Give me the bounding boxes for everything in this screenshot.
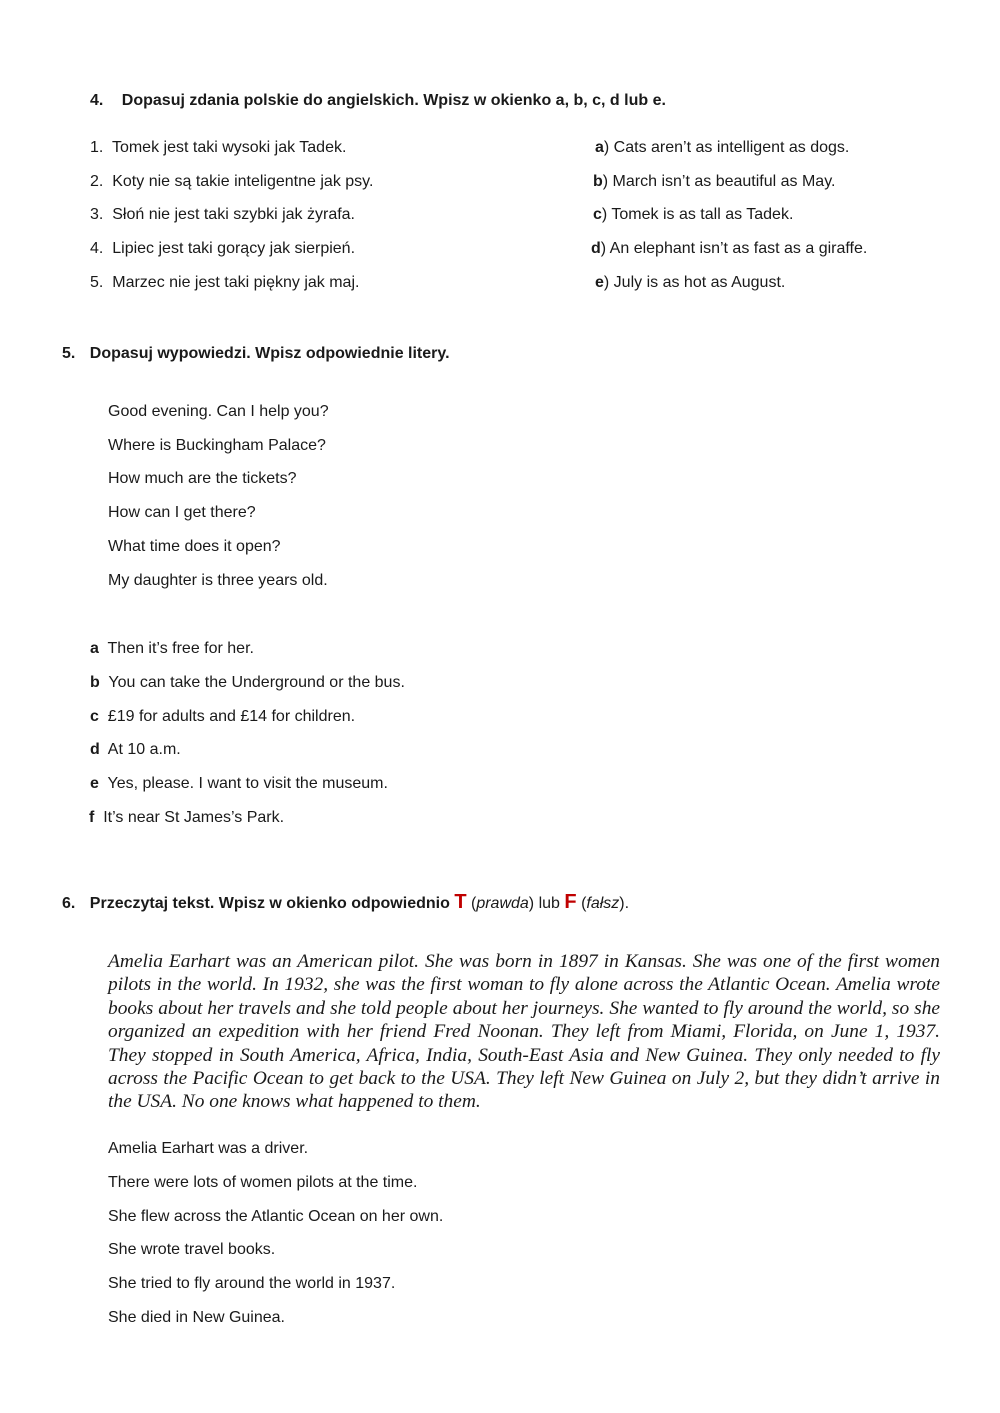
statement-3: She flew across the Atlantic Ocean on her own.	[108, 1208, 444, 1225]
question-6: My daughter is three years old.	[108, 572, 328, 589]
english-sentence-b: b) March isn’t as beautiful as May.	[593, 173, 836, 190]
question-5: What time does it open?	[108, 538, 281, 555]
exercise-4-instruction: Dopasuj zdania polskie do angielskich. Wpisz w okienko a, b, c, d lub e.	[121, 92, 666, 109]
statement-2: There were lots of women pilots at the time.	[108, 1174, 418, 1191]
polish-sentence-5: 5. Marzec nie jest taki piękny jak maj.	[90, 274, 360, 291]
polish-sentence-1: 1. Tomek jest taki wysoki jak Tadek.	[90, 139, 347, 156]
statement-6: She died in New Guinea.	[108, 1309, 285, 1326]
question-3: How much are the tickets?	[108, 470, 297, 487]
polish-sentence-2: 2. Koty nie są takie inteligentne jak psy.	[90, 173, 374, 190]
false-letter: F	[564, 891, 577, 913]
answer-a: a Then it’s free for her.	[90, 640, 254, 657]
answer-c: c £19 for adults and £14 for children.	[90, 708, 356, 725]
exercise-6-number: 6.	[62, 895, 76, 912]
english-sentence-d: d) An elephant isn’t as fast as a giraffe.	[591, 240, 868, 257]
question-2: Where is Buckingham Palace?	[108, 437, 326, 454]
english-sentence-c: c) Tomek is as tall as Tadek.	[593, 206, 794, 223]
statement-4: She wrote travel books.	[108, 1241, 276, 1258]
answer-e: e Yes, please. I want to visit the museum.	[90, 775, 388, 792]
statement-5: She tried to fly around the world in 1937.	[108, 1275, 396, 1292]
or-word: lub	[538, 895, 560, 912]
question-4: How can I get there?	[108, 504, 256, 521]
answer-f: f It’s near St James’s Park.	[89, 809, 285, 826]
answer-d: d At 10 a.m.	[90, 741, 181, 758]
false-word: fałsz	[586, 895, 620, 912]
exercise-4-number: 4.	[90, 92, 104, 109]
english-sentence-e: e) July is as hot as August.	[595, 274, 786, 291]
exercise-5-instruction: Dopasuj wypowiedzi. Wpisz odpowiednie litery.	[89, 345, 450, 362]
statement-1: Amelia Earhart was a driver.	[108, 1140, 309, 1157]
english-sentence-a: a) Cats aren’t as intelligent as dogs.	[595, 139, 850, 156]
exercise-6-instruction: Przeczytaj tekst. Wpisz w okienko odpowiednio	[89, 895, 450, 912]
exercise-4-heading	[90, 92, 666, 110]
exercise-6-heading: 6. Przeczytaj tekst. Wpisz w okienko odpowiednio T (prawda) lub F (fałsz).	[62, 891, 630, 913]
polish-sentence-4: 4. Lipiec jest taki gorący jak sierpień.	[90, 240, 356, 257]
polish-sentence-3: 3. Słoń nie jest taki szybki jak żyrafa.	[90, 206, 355, 223]
true-letter: T	[454, 891, 467, 913]
exercise-5-heading	[62, 345, 450, 363]
question-1: Good evening. Can I help you?	[108, 403, 329, 420]
reading-passage: Amelia Earhart was an American pilot. She was born in 1897 in Kansas. She was one of the first women pilots in the world. In 1932, she was the first woman to fly alone across the Atlantic Ocean. Amelia wrote books about her travels and she told people about her journeys. She wanted to fly around the world, so she organized an expedition with her friend Fred Noonan. They left from Miami, Florida, on June 1, 1937. They stopped in South America, Africa, India, South-East Asia and New Guinea. They only needed to fly across the Pacific Ocean to get back to the USA. They left New Guinea on July 2, but they didn’t arrive in the USA. No one knows what happened to them.	[108, 951, 940, 1113]
true-word: prawda	[476, 895, 529, 912]
exercise-5-number: 5.	[62, 345, 76, 362]
answer-b: b You can take the Underground or the bus.	[90, 674, 405, 691]
